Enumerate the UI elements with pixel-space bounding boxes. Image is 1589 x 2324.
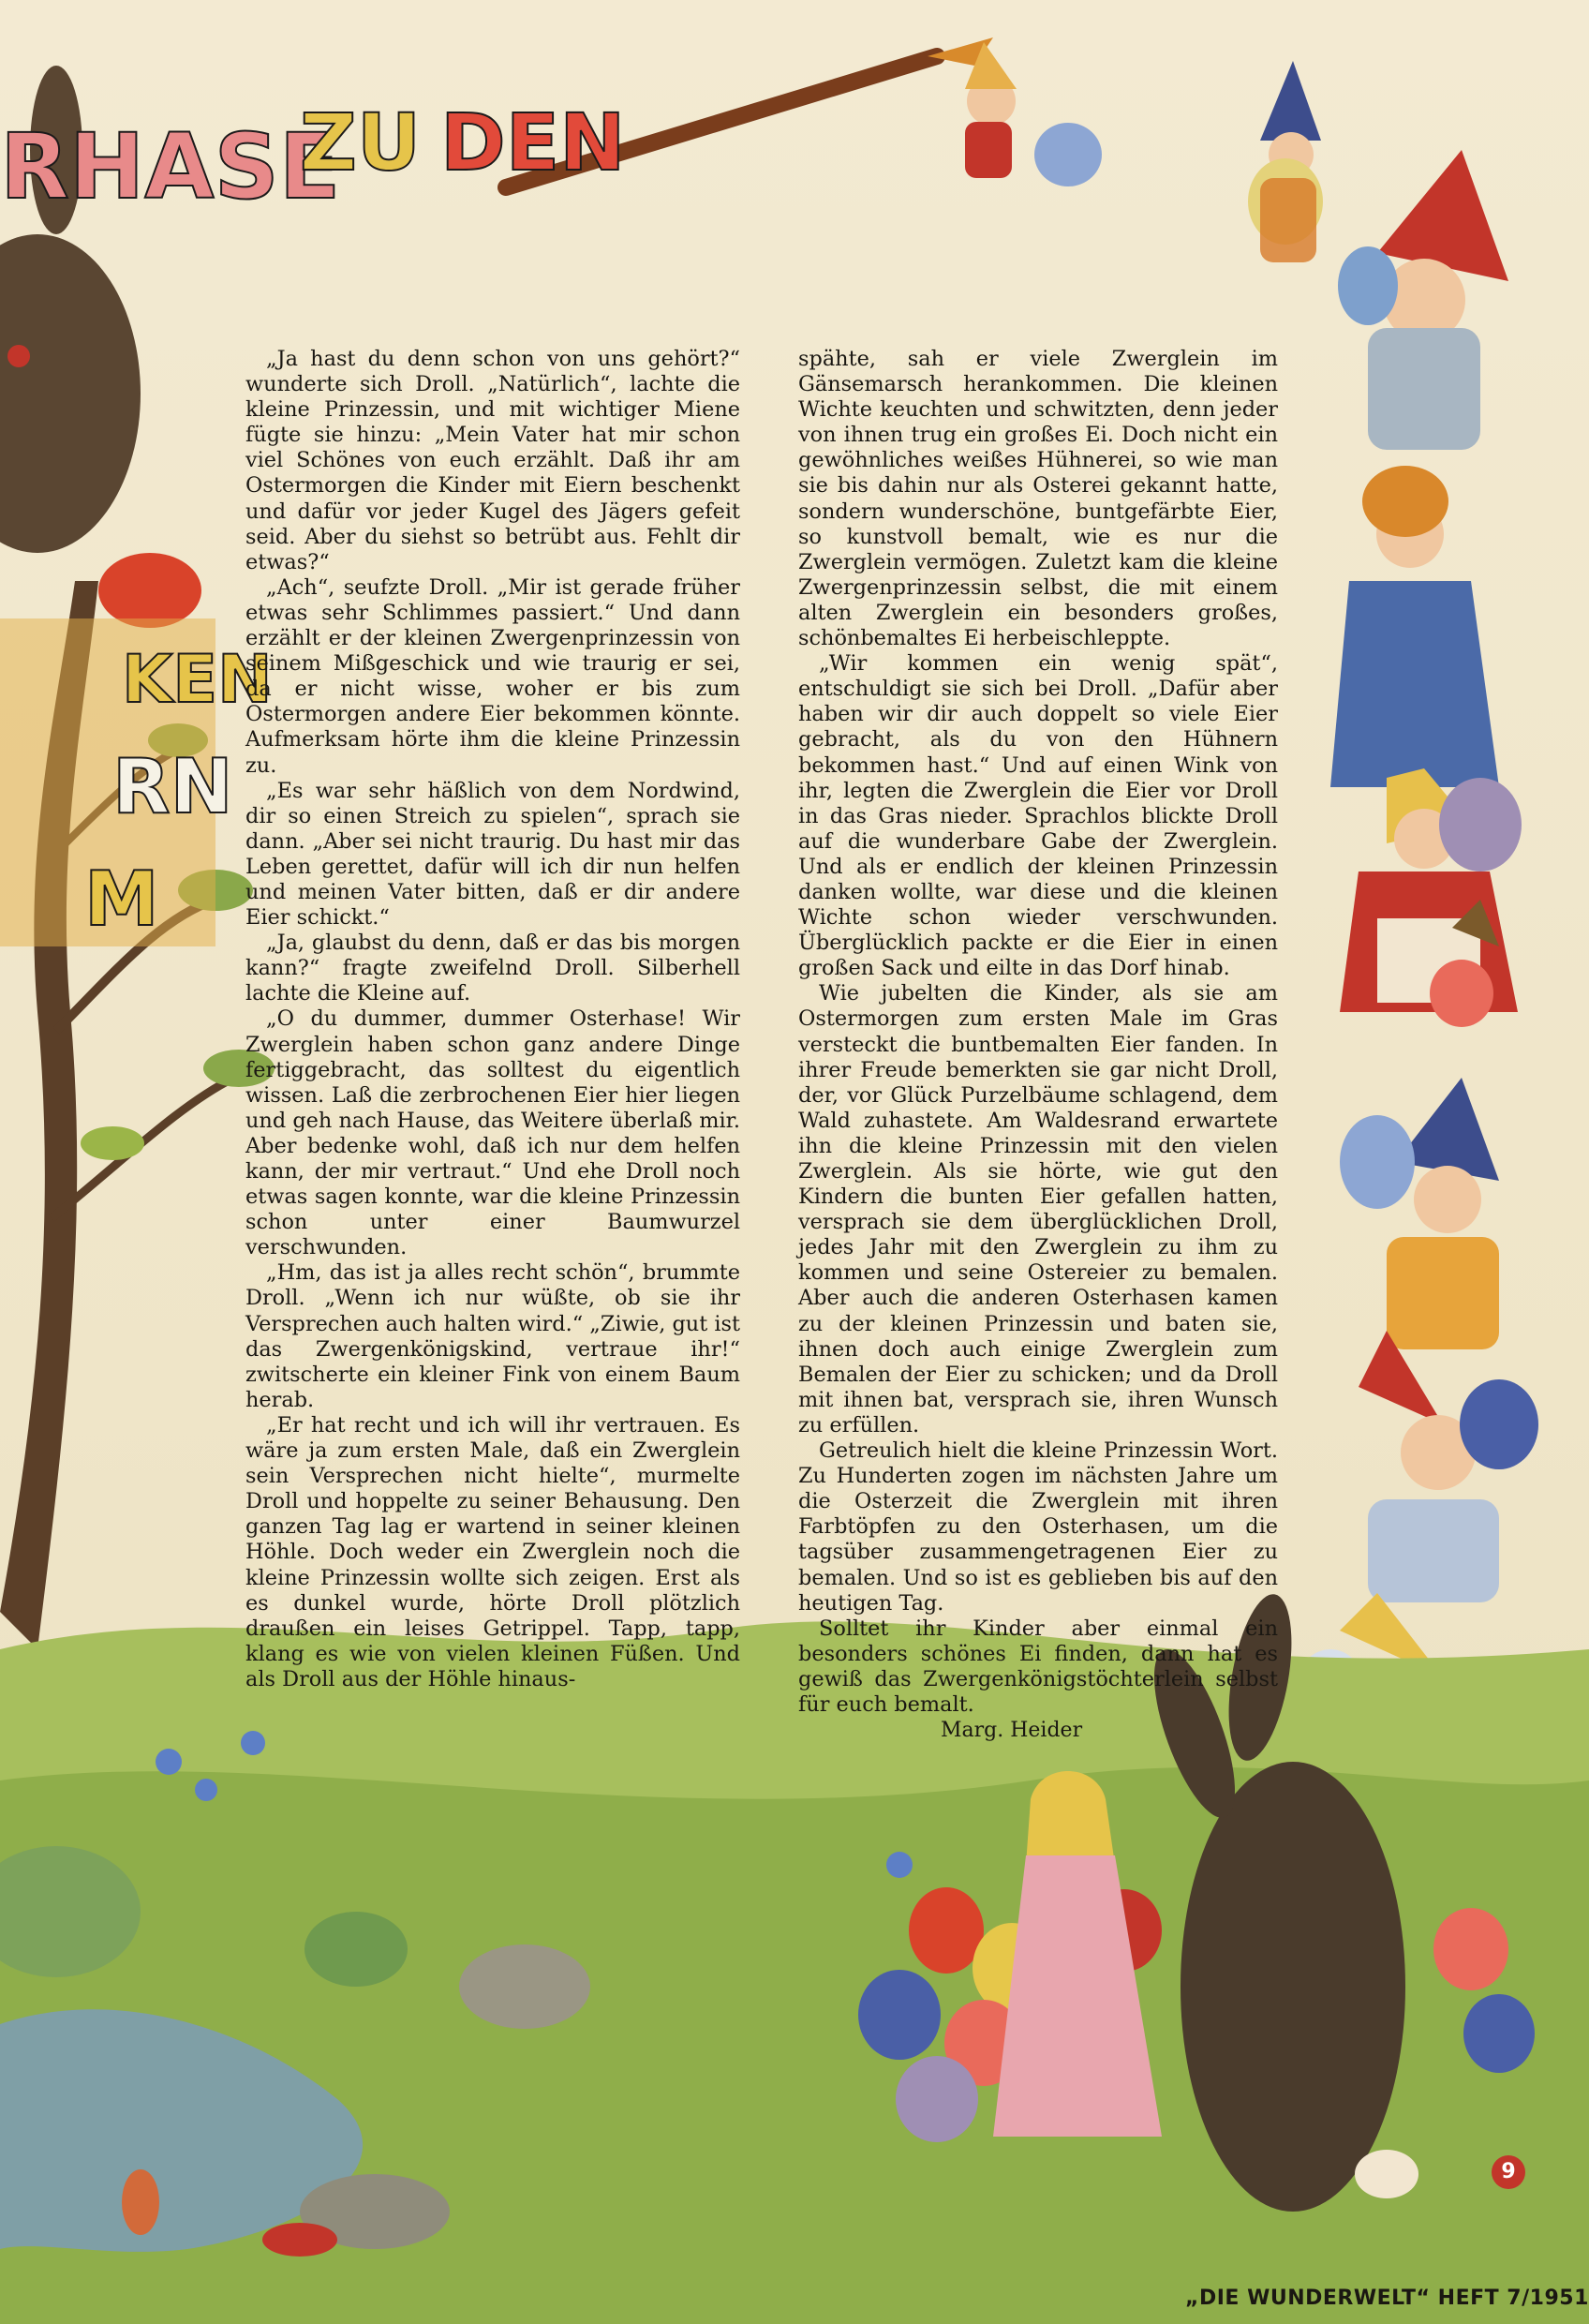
- author-signature: Marg. Heider: [941, 1719, 1083, 1742]
- title-banner: [0, 94, 712, 337]
- story-paragraph: „Ja, glaubst du denn, daß er das bis morgen kann?“ fragte zweifelnd Droll. Silberhell lachte die Kleine auf.: [245, 931, 740, 1006]
- story-paragraph: Solltet ihr Kinder aber einmal ein besonders schönes Ei finden, dann hat es gewiß das Zwergenkönigstöchterlein selbst für euch bemalt.: [798, 1616, 1278, 1717]
- frog: [304, 1912, 408, 1987]
- story-paragraph: Wie jubelten die Kinder, als sie am Ostermorgen zum ersten Male im Gras versteckt die buntbemalten Eier fanden. In ihrer Freude bemerkten sie gar nicht Droll, der, vor Glück Purzelbäume schlagend, dem Wald zuhastete. Am Waldesrand erwartete ihn die kleine Prinzessin mit den vielen Zwerglein. Als sie hörte, wie gut den Kindern die bunten Eier gefallen hatten, versprach sie dem überglücklichen Droll, jedes Jahr mit den Zwerglein zu ihm zu kommen und seine Ostereier zu bemalen. Aber auch die anderen Osterhasen kamen zu der kleinen Prinzessin und baten sie, ihnen doch auch einige Zwerglein zum Bemalen der Eier zu schicken; und da Droll mit ihnen bat, versprach sie, ihren Wunsch zu erfüllen.: [798, 981, 1278, 1438]
- story-paragraph: „Ja hast du denn schon von uns gehört?“ wunderte sich Droll. „Natürlich“, lachte die kleine Prinzessin, und mit wichtiger Miene fügte sie hinzu: „Mein Vater hat mir schon viel Schönes von euch erzählt. Daß ihr am Ostermorgen die Kinder mit Eiern beschenkt und dafür vor jeder Kugel des Jägers gefeit seid. Aber du siehst so betrübt aus. Fehlt dir etwas?“: [245, 347, 740, 574]
- story-paragraph: Getreulich hielt die kleine Prinzessin Wort. Zu Hunderten zogen im nächsten Jahre um die Osterzeit die Zwerglein mit ihren Farbtöpfen zu den Osterhasen, um die tagsüber zusammengetragenen Eier zu bemalen. Und so ist es geblieben bis auf den heutigen Tag.: [798, 1438, 1278, 1616]
- title-word-den: DEN: [440, 97, 626, 188]
- rock: [459, 1944, 590, 2029]
- story-paragraph: spähte, sah er viele Zwerglein im Gänsemarsch herankommen. Die kleinen Wichte keuchten und schwitzten, denn jeder von ihnen trug ein großes Ei. Doch nicht ein gewöhnliches weißes Hühnerei, so wie man sie bis dahin nur als Osterei gekannt hatte, sondern wunderschöne, buntgefärbte Eier, so kunstvoll bemalt, wie es nur die Zwerglein vermögen. Zuletzt kam die kleine Zwergenprinzessin selbst, die mit einem alten Zwerglein ein besonders großes, schönbemaltes Ei herbeischleppte.: [798, 347, 1278, 651]
- story-paragraph: „Es war sehr häßlich von dem Nordwind, dir so einen Streich zu spielen“, sprach sie dann. „Aber sei nicht traurig. Du hast mir das Leben gerettet, dafür will ich dir nun helfen und meinen Vater bitten, daß er dir andere Eier schickt.“: [245, 778, 740, 931]
- easter-egg: [1034, 123, 1102, 186]
- gnome-body: [965, 122, 1012, 178]
- title-line-1: RHASE: [0, 114, 341, 219]
- title-side-letters-2: RN: [112, 743, 233, 830]
- story-paragraph: „Wir kommen ein wenig spät“, entschuldigt sie sich bei Droll. „Dafür aber haben wir dir auch doppelt so viele Eier gebracht, als du von den Hühnern bekommen hast.“ Und auf einen Wink von ihr, legten die Zwerglein die Eier vor Droll in das Gras nieder. Sprachlos blickte Droll auf die wunderbare Gabe der Zwerglein. Und als er endlich der kleinen Prinzessin danken wollte, war diese und die kleinen Wichte schon wieder verschwunden. Überglücklich packte er die Eier in einen großen Sack und eilte in das Dorf hinab.: [798, 651, 1278, 981]
- title-side-letters-1: KEN: [122, 641, 273, 718]
- fish: [122, 2169, 159, 2235]
- blue-flower: [195, 1779, 217, 1801]
- story-column-left: [245, 347, 740, 1692]
- story-paragraph: „Ach“, seufzte Droll. „Mir ist gerade früher etwas sehr Schlimmes passiert.“ Und dann erzählt er der kleinen Zwergenprinzessin von seinem Mißgeschick und wie traurig er sei, da er nicht wisse, woher er bis zum Ostermorgen andere Eier bekommen könnte. Aufmerksam hörte ihm die kleine Prinzessin zu.: [245, 574, 740, 778]
- story-column-right: [798, 347, 1278, 1718]
- title-word-zu: ZU: [300, 97, 422, 188]
- story-paragraph: „O du dummer, dummer Osterhase! Wir Zwerglein haben schon ganz andere Dinge fertiggebracht, das solltest du eigentlich wissen. Laß die zerbrochenen Eier hier liegen und geh nach Hause, das Weitere überlaß mir. Aber bedenke wohl, daß ich nur dem helfen kann, der mir vertraut.“ Und ehe Droll noch etwas sagen konnte, war die kleine Prinzessin schon unter einer Baumwurzel verschwunden.: [245, 1006, 740, 1260]
- story-paragraph: „Hm, das ist ja alles recht schön“, brummte Droll. „Wenn ich nur wüßte, ob sie ihr Versprechen auch halten wird.“ „Ziwie, gut ist das Zwergenkönigskind, vertraue ihr!“ zwitscherte ein kleiner Fink von einem Baum herab.: [245, 1260, 740, 1412]
- tree-leaves: [81, 1126, 144, 1160]
- easter-egg: [98, 553, 201, 628]
- gnome-stack: [1248, 61, 1538, 1855]
- blue-flower: [241, 1731, 265, 1755]
- magazine-footer: „DIE WUNDERWELT“ HEFT 7/1951: [1185, 2287, 1589, 2310]
- blue-flower: [156, 1749, 182, 1775]
- fish: [262, 2223, 337, 2257]
- hare-tail: [1355, 2150, 1418, 2198]
- blue-flower: [886, 1852, 913, 1878]
- hare-body: [1181, 1762, 1405, 2212]
- title-side-letters-3: M: [84, 856, 159, 943]
- hare-eye: [7, 345, 30, 367]
- story-paragraph: „Er hat recht und ich will ihr vertrauen. Es wäre ja zum ersten Male, daß ein Zwerglein sein Versprechen nicht hielte“, murmelte Droll und hoppelte zu seiner Behausung. Den ganzen Tag lag er wartend in seiner kleinen Höhle. Doch weder ein Zwerglein noch die kleine Prinzessin wollte sich zeigen. Erst als es dunkel wurde, hörte Droll plötzlich draußen ein leises Getrippel. Tapp, tapp, klang es wie von vielen kleinen Füßen. Und als Droll aus der Höhle hinaus-: [245, 1412, 740, 1691]
- page-number: 9: [1492, 2155, 1525, 2189]
